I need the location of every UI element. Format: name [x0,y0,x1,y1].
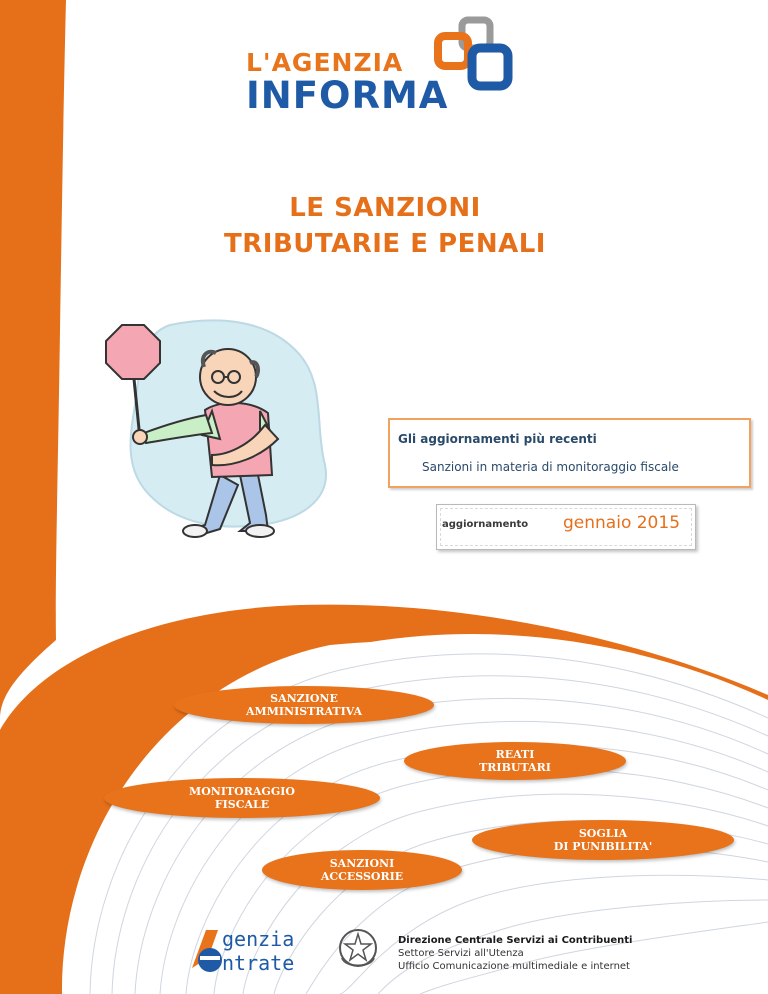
logo-line1: genzia [222,927,295,951]
recent-update-item[interactable]: Sanzioni in materia di monitoraggio fiscale [422,460,679,474]
man-with-stop-sign-illustration [100,315,340,545]
page-title [180,190,590,262]
footer-office-info [398,934,632,973]
title-line2: TRIBUTARIE E PENALI [224,229,546,259]
topic-monitoraggio-fiscale[interactable] [104,778,380,818]
topic-reati-tributari[interactable] [404,742,626,780]
logo-line2: ntrate [222,951,295,975]
topic-label: SOGLIA DI PUNIBILITA' [553,827,653,853]
update-label: aggiornamento [442,519,529,530]
office-line3: Ufficio Comunicazione multimediale e internet [398,961,630,972]
update-date-stamp [436,504,696,550]
office-line1: Direzione Centrale Servizi ai Contribuenti [398,935,633,946]
topic-soglia-di-punibilita[interactable] [472,820,734,860]
italian-republic-emblem [336,924,380,974]
recent-updates-heading: Gli aggiornamenti più recenti [398,432,597,446]
update-date: gennaio 2015 [563,513,681,533]
linked-squares-icon [432,10,522,100]
title-line1: LE SANZIONI [289,193,481,223]
topic-label: SANZIONE AMMINISTRATIVA [246,692,362,718]
topic-label: MONITORAGGIO FISCALE [189,785,295,811]
recent-updates-box [388,418,751,488]
brand-line1: L'AGENZIA [246,48,404,77]
agenzia-informa-logo [246,48,536,118]
office-line2: Settore Servizi all'Utenza [398,948,524,959]
brand-line2: INFORMA [246,74,449,117]
agenzia-entrate-logo [188,924,338,976]
topic-sanzioni-accessorie[interactable] [262,850,462,890]
topic-sanzione-amministrativa[interactable] [174,686,434,724]
topic-label: SANZIONI ACCESSORIE [320,857,404,883]
topic-label: REATI TRIBUTARI [479,748,551,774]
